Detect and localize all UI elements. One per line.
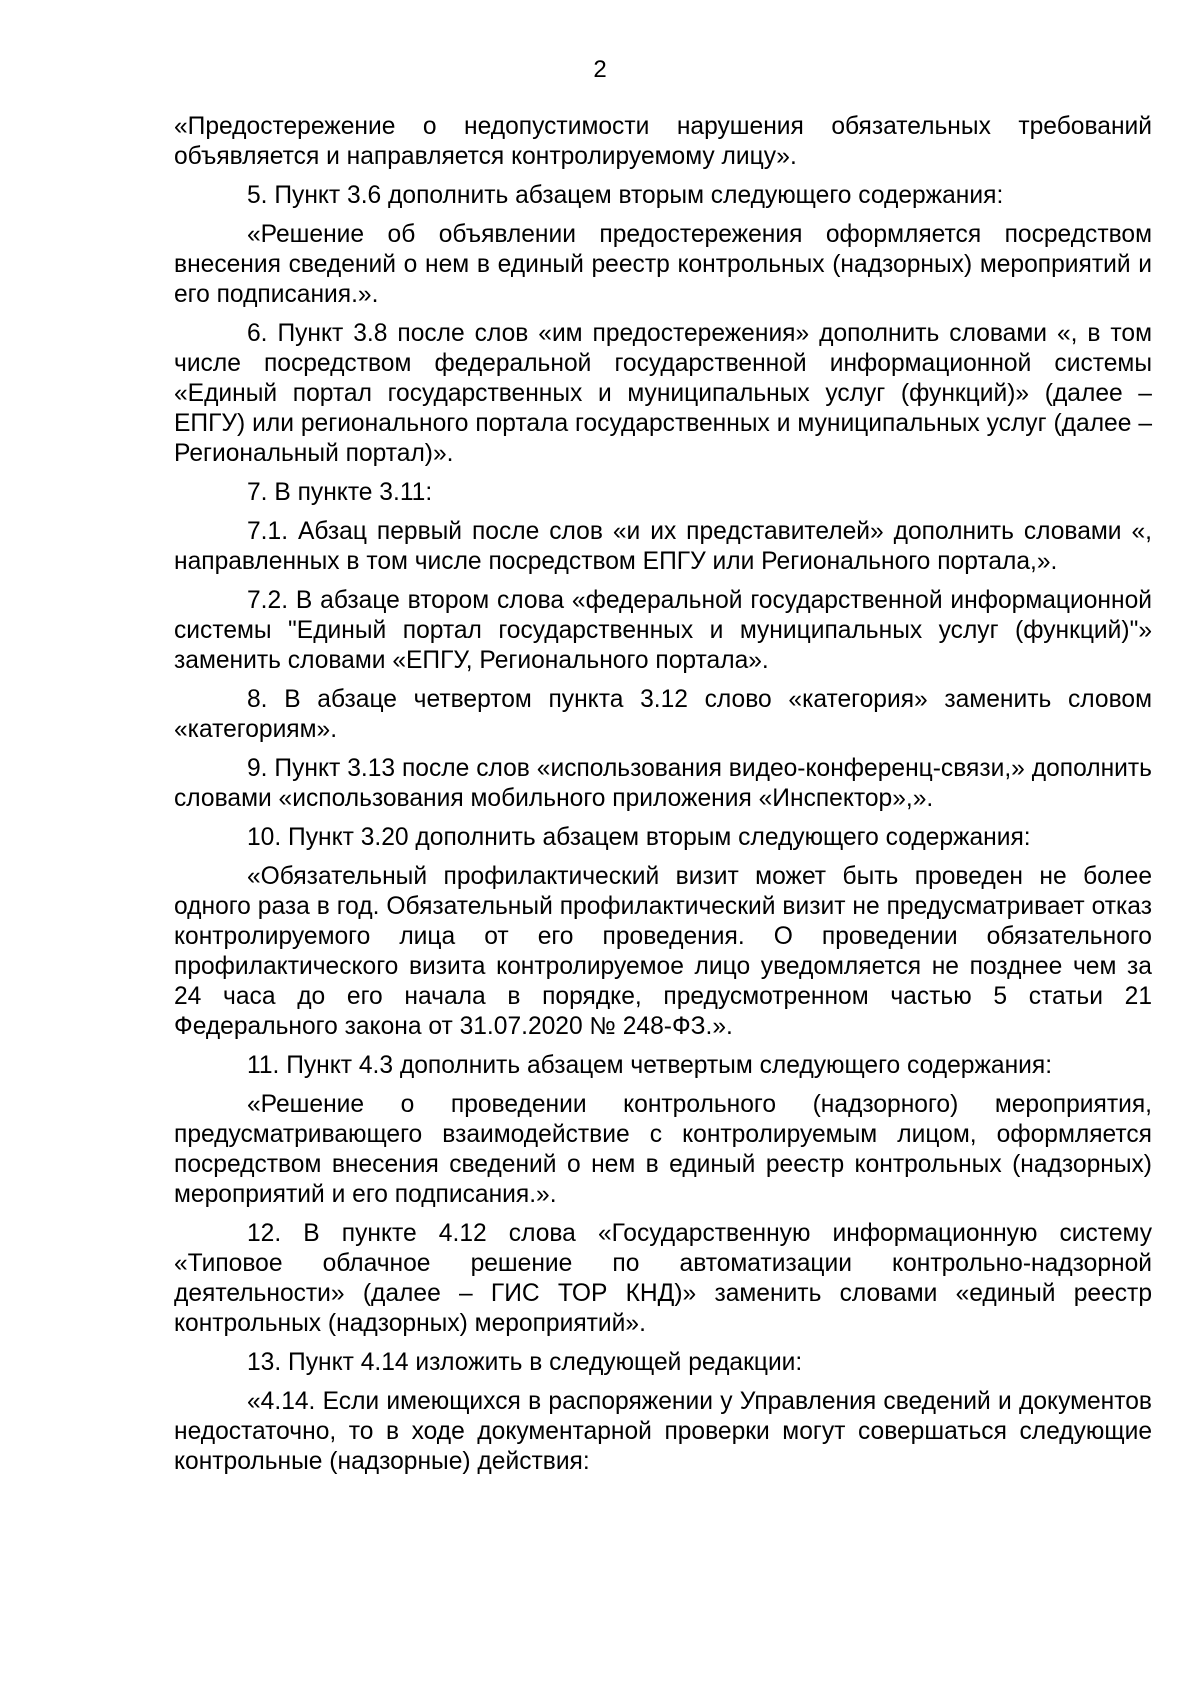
paragraph: 10. Пункт 3.20 дополнить абзацем вторым следующего содержания:: [247, 824, 1031, 851]
paragraph: 9. Пункт 3.13 после слов «использования видео-конференц-связи,» дополнить словами «использования мобильного приложения «Инспектор»,».: [174, 755, 1152, 812]
paragraph: 6. Пункт 3.8 после слов «им предостережения» дополнить словами «, в том числе посредством федеральной государственной информационной системы «Единый портал государственных и муниципальных услуг (функций)» (далее – ЕПГУ) или регионального портала государственных и муниципальных услуг (далее – Региональный портал)».: [174, 320, 1152, 467]
paragraph: 13. Пункт 4.14 изложить в следующей редакции:: [247, 1349, 803, 1376]
paragraph: 5. Пункт 3.6 дополнить абзацем вторым следующего содержания:: [247, 182, 1004, 209]
paragraph: 7.2. В абзаце втором слова «федеральной государственной информационной системы "Единый портал государственных и муниципальных услуг (функций)"» заменить словами «ЕПГУ, Регионального портала».: [174, 587, 1152, 674]
paragraph: «Решение об объявлении предостережения оформляется посредством внесения сведений о нем в единый реестр контрольных (надзорных) мероприятий и его подписания.».: [174, 221, 1152, 308]
paragraph: «Решение о проведении контрольного (надзорного) мероприятия, предусматривающего взаимодействие с контролируемым лицом, оформляется посредством внесения сведений о нем в единый реестр контрольных (надзорных) мероприятий и его подписания.».: [174, 1091, 1152, 1208]
paragraph: «4.14. Если имеющихся в распоряжении у Управления сведений и документов недостаточно, то в ходе документарной проверки могут совершаться следующие контрольные (надзорные) действия:: [174, 1388, 1152, 1475]
document-body: [174, 112, 1152, 1486]
paragraph: 7. В пункте 3.11:: [247, 479, 433, 506]
page-number: 2: [593, 56, 607, 83]
paragraph: 8. В абзаце четвертом пункта 3.12 слово «категория» заменить словом «категориям».: [174, 686, 1152, 743]
paragraph: «Предостережение о недопустимости нарушения обязательных требований объявляется и направляется контролируемому лицу».: [174, 113, 1152, 170]
paragraph: 7.1. Абзац первый после слов «и их представителей» дополнить словами «, направленных в том числе посредством ЕПГУ или Регионального портала,».: [174, 518, 1152, 575]
paragraph: 11. Пункт 4.3 дополнить абзацем четвертым следующего содержания:: [247, 1052, 1053, 1079]
paragraph: 12. В пункте 4.12 слова «Государственную информационную систему «Типовое облачное решение по автоматизации контрольно-надзорной деятельности» (далее – ГИС ТОР КНД)» заменить словами «единый реестр контрольных (надзорных) мероприятий».: [174, 1220, 1152, 1337]
paragraph: «Обязательный профилактический визит может быть проведен не более одного раза в год. Обязательный профилактический визит не предусматривает отказ контролируемого лица от его проведения. О проведении обязательного профилактического визита контролируемое лицо уведомляется не позднее чем за 24 часа до его начала в порядке, предусмотренном частью 5 статьи 21 Федерального закона от 31.07.2020 № 248-ФЗ.».: [174, 863, 1152, 1040]
